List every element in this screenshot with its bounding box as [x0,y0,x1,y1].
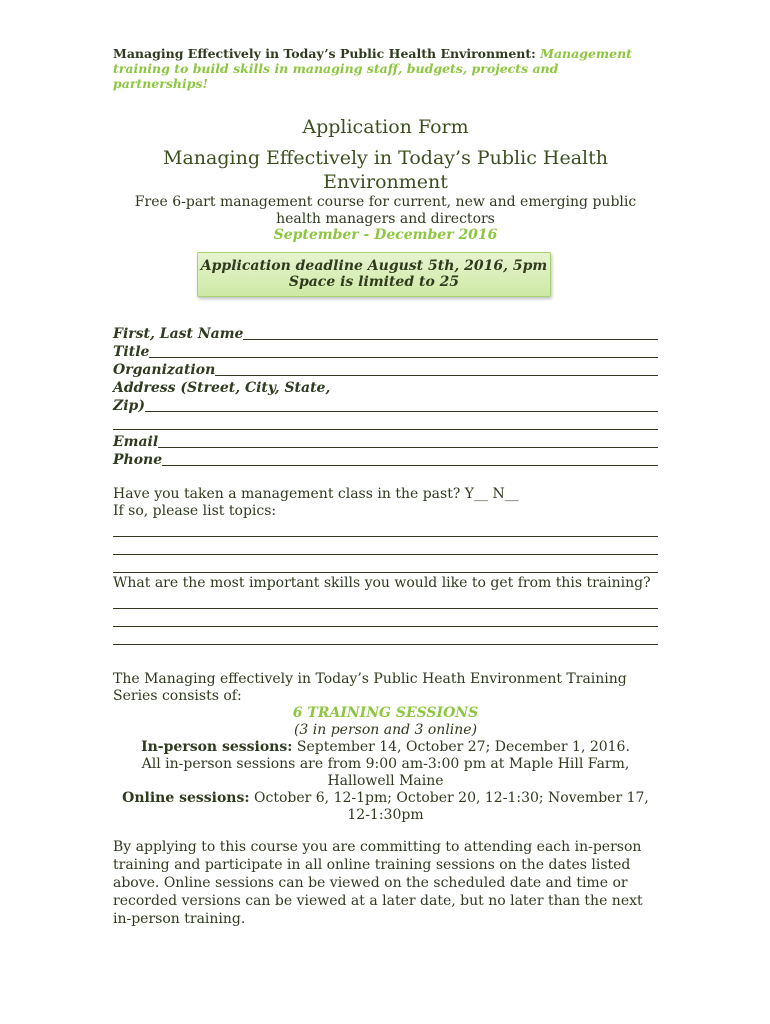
topics-line[interactable] [113,558,658,573]
topics-line[interactable] [113,540,658,555]
inperson-label: In-person sessions: [141,739,293,755]
name-field[interactable] [113,325,658,343]
question-2-text: What are the most important skills you would like to get from this training? [113,575,651,591]
email-line[interactable] [158,434,658,448]
phone-label: Phone [113,452,163,468]
course-title: Managing Effectively in Today’s Public Health Environment [163,147,608,193]
question-management-class [113,486,658,576]
form-title: Application Form [302,116,469,138]
training-series [113,671,658,824]
address-line[interactable] [145,398,658,412]
series-intro: The Managing effectively in Today’s Public Heath Environment Training Series consists of: [113,671,627,704]
applicant-fields [113,325,658,469]
deadline-box [197,252,551,297]
phone-line[interactable] [162,452,658,466]
question-1-follow: If so, please list topics: [113,503,277,519]
online-sessions [113,790,658,824]
skills-line[interactable] [113,594,658,609]
organization-line[interactable] [215,362,658,376]
space-limit-text: Space is limited to 25 [288,274,460,290]
email-label: Email [113,434,159,450]
online-dates: October 6, 12-1pm; October 20, 12-1:30; November 17, 12-1:30pm [249,790,649,823]
inperson-sessions [113,739,658,756]
sessions-heading: 6 TRAINING SESSIONS [292,705,479,721]
organization-label: Organization [113,362,216,378]
course-dates: September - December 2016 [273,227,498,243]
skills-line[interactable] [113,612,658,627]
title-field[interactable] [113,343,658,361]
address-label: Address (Street, City, State, [113,380,331,396]
name-line[interactable] [243,326,658,340]
inperson-dates: September 14, October 27; December 1, 2016. [292,739,630,755]
commitment-paragraph: By applying to this course you are committing to attending each in-person training and participate in all online training sessions on the dates listed above. Online sessions can be viewed on the scheduled date and time or recorded versions can be viewed at a later date, but no later than the next in-person training. [113,839,643,927]
page-header [113,46,653,91]
header-title: Managing Effectively in Today’s Public Health Environment: [113,46,536,61]
address-line-2[interactable] [113,415,658,430]
name-label: First, Last Name [113,326,244,342]
online-label: Online sessions: [122,790,250,806]
title-label: Title [113,344,150,360]
address-label-row [113,379,658,397]
header-tagline: Management training to build skills in managing staff, budgets, projects and partnerships! [113,46,632,91]
inperson-location: All in-person sessions are from 9:00 am-3:00 pm at Maple Hill Farm, Hallowell Maine [141,756,630,789]
email-field[interactable] [113,433,658,451]
topics-line[interactable] [113,522,658,537]
question-1-text: Have you taken a management class in the past? Y__ N__ [113,486,519,502]
organization-field[interactable] [113,361,658,379]
question-skills [113,575,658,648]
deadline-text: Application deadline August 5th, 2016, 5pm [200,258,548,274]
zip-label: Zip) [113,398,145,414]
address-field[interactable] [113,397,658,415]
course-subtitle: Free 6-part management course for current, new and emerging public health managers and directors [134,194,637,227]
skills-line[interactable] [113,630,658,645]
phone-field[interactable] [113,451,658,469]
title-line[interactable] [149,344,658,358]
sessions-split: (3 in person and 3 online) [293,722,478,738]
